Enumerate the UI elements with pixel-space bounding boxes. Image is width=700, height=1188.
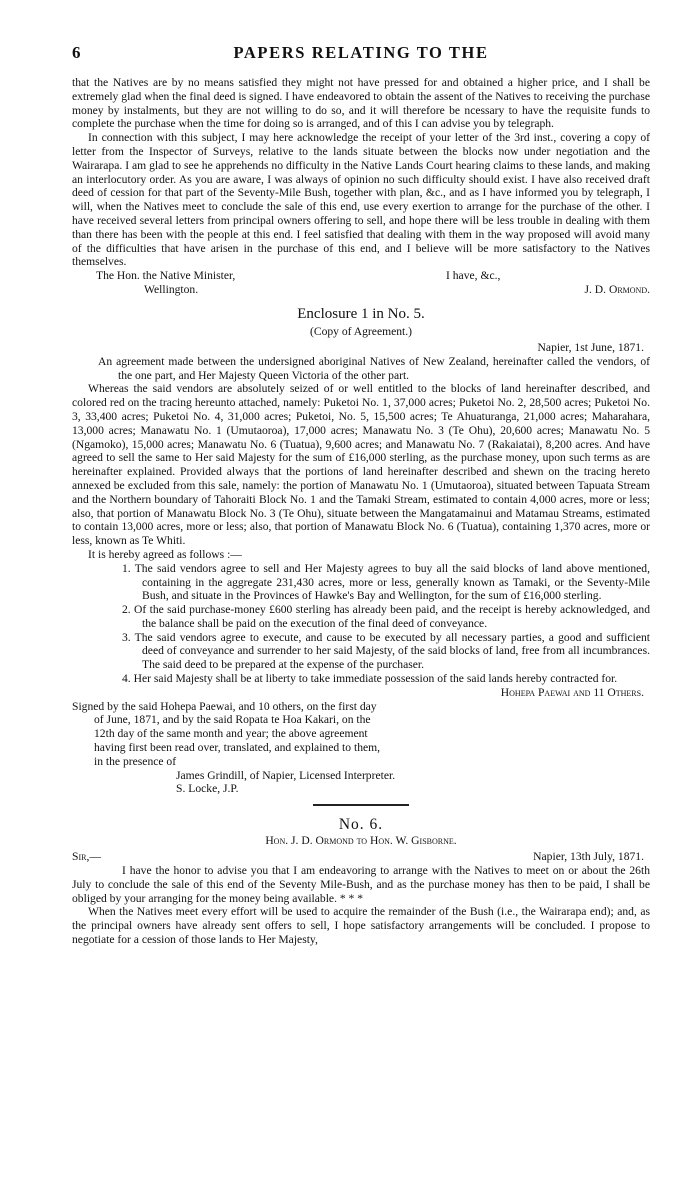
no6-memo: Hon. J. D. Ormond to Hon. W. Gisborne.	[265, 834, 457, 848]
enclosure-dateline: Napier, 1st June, 1871.	[537, 340, 644, 354]
agreement-whereas: Whereas the said vendors are absolutely seized of or well entitled to the blocks of land hereinafter described, and colored red on the tracing hereunto attached, namely: Puketoi No. 1, 37,000 acres; Puketoi No. 2, 28,500 acres; Puketoi No. 3, 33,400 acres; Puketoi No. 4, 31,000 acres; Puketoi, No. 5, 15,500 acres; Te Ahuaturanga, 21,000 acres; Maharahara, 13,000 acres; Manawatu No. 1 (Umutaoroa), 17,000 acres; Manawatu No. 3 (Te Ohu), 20,600 acres; Manawatu No. 5 (Ngamoko), 15,000 acres; Manawatu No. 6 (Tuatua), 9,600 acres; and Manawatu No. 7 (Rakaiatai), 8,200 acres. And have agreed to sell the same to Her said Majesty for the sum of £16,000 sterling, as the purchase money, upon such terms as are hereinafter explained. Provided always that the portions of land hereinafter described and shewn on the tracing hereto annexed be excluded from this sale, namely: the portion of Manawatu No. 1 (Umutaoroa), situated between Tapuata Stream and the Northern boundary of Tahoraiti Block No. 1 and the Tamaki Stream, estimated to contain 4,000 acres, more or less; also, that portion of Manawatu Block No. 3 (Te Ohu), situate between the Mangatamainui and Matamau Streams, estimated to contain 13,000 acres, more or less; also, that portion of Manawatu Block No. 6 (Tuatua), containing 1,370 acres, more or less, known as Te Whiti.	[72, 382, 650, 548]
no6-dateline: Napier, 13th July, 1871.	[533, 850, 644, 864]
clause-2: 2. Of the said purchase-money £600 sterling has already been paid, and the receipt is hereby acknowledged, and the balance shall be paid on the execution of the final deed of conveyance.	[122, 603, 650, 630]
attestation-line: in the presence of	[94, 754, 177, 768]
witness-1: James Grindill, of Napier, Licensed Interpreter.	[176, 768, 396, 782]
attestation-line: having first been read over, translated, and explained to them,	[94, 741, 381, 755]
agreement-clauses	[96, 562, 650, 686]
page-number: 6	[72, 43, 81, 62]
valediction: I have, &c.,	[446, 269, 501, 283]
letter-closing	[96, 269, 650, 297]
enclosure-heading: Enclosure 1 in No. 5.	[297, 306, 425, 323]
letter-paragraph-1: that the Natives are by no means satisfied they might not have pressed for and obtained a higher price, and I shall be extremely glad when the final deed is signed. I have endeavored to obtain the assent of the Natives to receiving the purchase money by instalments, but they are not willing to do so, and it will therefore be ncessary to have the requisite funds to complete the purchase when the time for doing so is arranged, and of this I can advise you by telegraph.	[72, 76, 650, 131]
attestation	[72, 700, 492, 797]
clause-1: 1. The said vendors agree to sell and Her Majesty agrees to buy all the said blocks of land above mentioned, containing in the aggregate 231,430 acres, more or less, generally known as Tamaki, or the Seventy-Mile Bush, and situate in the Provinces of Hawke's Bay and Wellington, for the sum of £16,000 sterling.	[122, 561, 650, 603]
addressee-line-1: The Hon. the Native Minister,	[96, 269, 236, 283]
running-title: PAPERS RELATING TO THE	[233, 43, 489, 62]
addressee-line-2: Wellington.	[144, 283, 199, 297]
attestation-line: 12th day of the same month and year; the above agreement	[94, 727, 368, 741]
section-divider	[313, 804, 409, 806]
enclosure-subheading: (Copy of Agreement.)	[309, 325, 413, 339]
attestation-line: of June, 1871, and by the said Ropata te Hoa Kakari, on the	[94, 713, 371, 727]
no6-salutation-row	[72, 850, 650, 864]
no6-paragraph-1: I have the honor to advise you that I am endeavoring to arrange with the Natives to meet on or about the 26th July to conclude the sale of this end of the Seventy Mile-Bush, and as the purchase money has then to be paid, I shall be obliged by your arranging for the money being available. * * *	[72, 864, 650, 905]
signature: J. D. Ormond.	[584, 283, 650, 297]
no6-paragraph-2: When the Natives meet every effort will be used to acquire the remainder of the Bush (i.e., the Wairarapa end); and, as the principal owners have already sent offers to sell, I hope satisfactory arrangements will be concluded. I propose to negotiate for a cession of those lands to Her Majesty,	[72, 905, 650, 947]
signatory: Hohepa Paewai and 11 Others.	[500, 685, 644, 699]
page-header	[72, 43, 650, 66]
witness-2: S. Locke, J.P.	[176, 782, 239, 796]
letter-paragraph-2: In connection with this subject, I may here acknowledge the receipt of your letter of the 3rd inst., covering a copy of letter from the Inspector of Surveys, relative to the lands situate between the blocks now under negotiation and the Wairarapa. I am glad to see he apprehends no difficulty in the Native Lands Court hearing claims to these lands, and making an interlocutory order. As you are aware, I was always of opinion no such difficulty should exist. I have also received draft deed of cession for that part of the Seventy-Mile Bush, together with plan, &c., and as I have informed you by telegraph, I will, when the Natives meet to conclude the sale of this end, use every exertion to arrange for the purchase of the other. I have received several letters from principal owners offering to sell, and hope there will be less trouble in dealing with them than there has been with the people at this end. I feel satisfied that dealing with them in the way proposed will avoid many of the difficulties that have arisen in the purchase of this end, and I believe will be more satisfactory to the Natives themselves.	[72, 131, 650, 269]
no6-heading: No. 6.	[338, 816, 384, 834]
salutation: Sir,—	[72, 850, 101, 864]
agreement-intro: An agreement made between the undersigned aboriginal Natives of New Zealand, hereinafter called the vendors, of the one part, and Her Majesty Queen Victoria of the other part.	[98, 354, 650, 382]
agreement-agreed-intro: It is hereby agreed as follows :—	[88, 547, 242, 561]
attestation-line: Signed by the said Hohepa Paewai, and 10 others, on the first day	[72, 699, 377, 713]
clause-3: 3. The said vendors agree to execute, and cause to be executed by all necessary parties, a good and sufficient deed of conveyance and surrender to her said Majesty, of the said blocks of land, free from all incumbrances. The said deed to be prepared at the expense of the purchaser.	[122, 630, 650, 672]
clause-4: 4. Her said Majesty shall be at liberty to take immediate possession of the said lands hereby contracted for.	[122, 672, 618, 686]
